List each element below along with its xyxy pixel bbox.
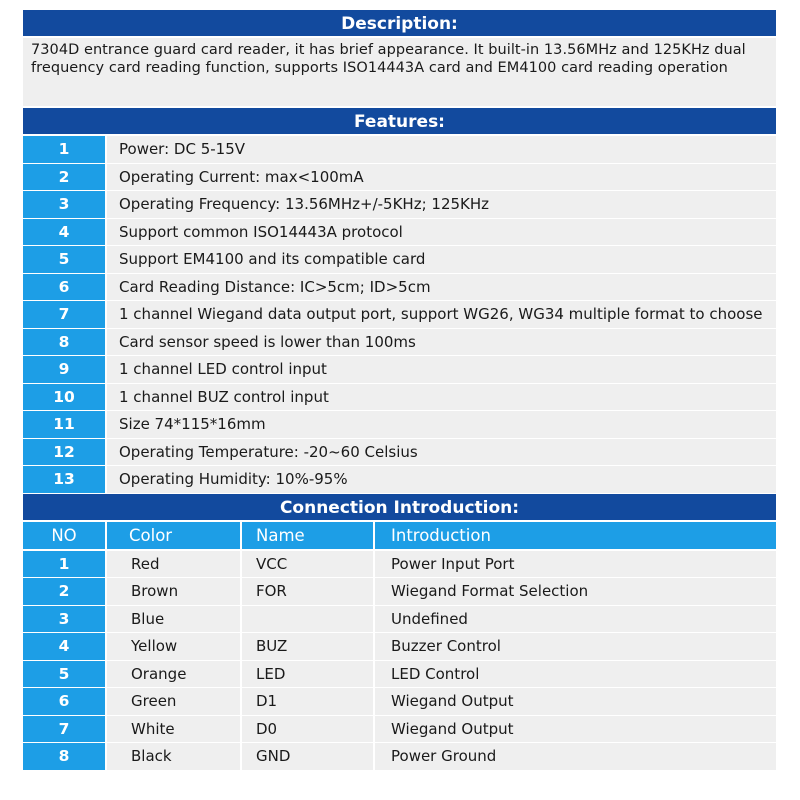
feature-number: 13 [23, 466, 107, 493]
table-row [23, 716, 776, 744]
wire-number: 3 [23, 606, 107, 633]
spec-sheet [23, 10, 776, 771]
feature-row [23, 356, 776, 384]
feature-text: Operating Frequency: 13.56MHz+/-5KHz; 125KHz [107, 191, 776, 218]
feature-text: Size 74*115*16mm [107, 411, 776, 438]
feature-text: Operating Humidity: 10%-95% [107, 466, 776, 493]
feature-row [23, 329, 776, 357]
wire-introduction: LED Control [375, 661, 776, 688]
wire-name: VCC [242, 551, 375, 578]
wire-name: D0 [242, 716, 375, 743]
wire-color: Blue [107, 606, 242, 633]
wire-number: 2 [23, 578, 107, 605]
feature-text: Support EM4100 and its compatible card [107, 246, 776, 273]
feature-row [23, 246, 776, 274]
feature-text: Card sensor speed is lower than 100ms [107, 329, 776, 356]
connection-table-body [23, 551, 776, 771]
feature-row [23, 164, 776, 192]
wire-number: 4 [23, 633, 107, 660]
feature-row [23, 219, 776, 247]
wire-number: 1 [23, 551, 107, 578]
wire-color: Black [107, 743, 242, 770]
wire-name: FOR [242, 578, 375, 605]
feature-row [23, 439, 776, 467]
table-row [23, 661, 776, 689]
features-title: Features: [23, 108, 776, 136]
wire-introduction: Buzzer Control [375, 633, 776, 660]
feature-number: 8 [23, 329, 107, 356]
feature-text: Card Reading Distance: IC>5cm; ID>5cm [107, 274, 776, 301]
table-row [23, 606, 776, 634]
wire-color: Red [107, 551, 242, 578]
wire-name [242, 606, 375, 633]
wire-introduction: Wiegand Output [375, 688, 776, 715]
table-row [23, 743, 776, 771]
table-row [23, 633, 776, 661]
feature-row [23, 384, 776, 412]
wire-name: D1 [242, 688, 375, 715]
wire-introduction: Undefined [375, 606, 776, 633]
wire-number: 7 [23, 716, 107, 743]
feature-number: 6 [23, 274, 107, 301]
wire-color: Orange [107, 661, 242, 688]
wire-number: 6 [23, 688, 107, 715]
feature-number: 5 [23, 246, 107, 273]
feature-number: 12 [23, 439, 107, 466]
feature-text: Operating Current: max<100mA [107, 164, 776, 191]
feature-number: 10 [23, 384, 107, 411]
wire-color: Green [107, 688, 242, 715]
feature-row [23, 301, 776, 329]
feature-row [23, 274, 776, 302]
feature-number: 4 [23, 219, 107, 246]
feature-row [23, 411, 776, 439]
wire-introduction: Power Ground [375, 743, 776, 770]
feature-number: 3 [23, 191, 107, 218]
header-color: Color [107, 522, 242, 549]
wire-name: GND [242, 743, 375, 770]
wire-number: 5 [23, 661, 107, 688]
feature-row [23, 191, 776, 219]
table-row [23, 688, 776, 716]
feature-text: Operating Temperature: -20~60 Celsius [107, 439, 776, 466]
wire-color: Yellow [107, 633, 242, 660]
header-no: NO [23, 522, 107, 549]
table-row [23, 551, 776, 579]
connection-title: Connection Introduction: [23, 494, 776, 522]
wire-introduction: Power Input Port [375, 551, 776, 578]
wire-color: White [107, 716, 242, 743]
feature-number: 1 [23, 136, 107, 163]
feature-text: Support common ISO14443A protocol [107, 219, 776, 246]
wire-name: LED [242, 661, 375, 688]
wire-name: BUZ [242, 633, 375, 660]
feature-text: 1 channel BUZ control input [107, 384, 776, 411]
header-name: Name [242, 522, 375, 549]
wire-introduction: Wiegand Format Selection [375, 578, 776, 605]
feature-text: Power: DC 5-15V [107, 136, 776, 163]
wire-introduction: Wiegand Output [375, 716, 776, 743]
feature-row [23, 466, 776, 494]
feature-row [23, 136, 776, 164]
feature-number: 11 [23, 411, 107, 438]
features-list [23, 136, 776, 494]
connection-header-row [23, 522, 776, 551]
header-introduction: Introduction [375, 522, 776, 549]
description-text: 7304D entrance guard card reader, it has brief appearance. It built-in 13.56MHz and 125KHz dual frequency card reading function, supports ISO14443A card and EM4100 card reading operation [23, 38, 776, 108]
feature-number: 7 [23, 301, 107, 328]
wire-number: 8 [23, 743, 107, 770]
feature-text: 1 channel Wiegand data output port, support WG26, WG34 multiple format to choose [107, 301, 776, 328]
feature-text: 1 channel LED control input [107, 356, 776, 383]
wire-color: Brown [107, 578, 242, 605]
feature-number: 9 [23, 356, 107, 383]
table-row [23, 578, 776, 606]
feature-number: 2 [23, 164, 107, 191]
description-title: Description: [23, 10, 776, 38]
